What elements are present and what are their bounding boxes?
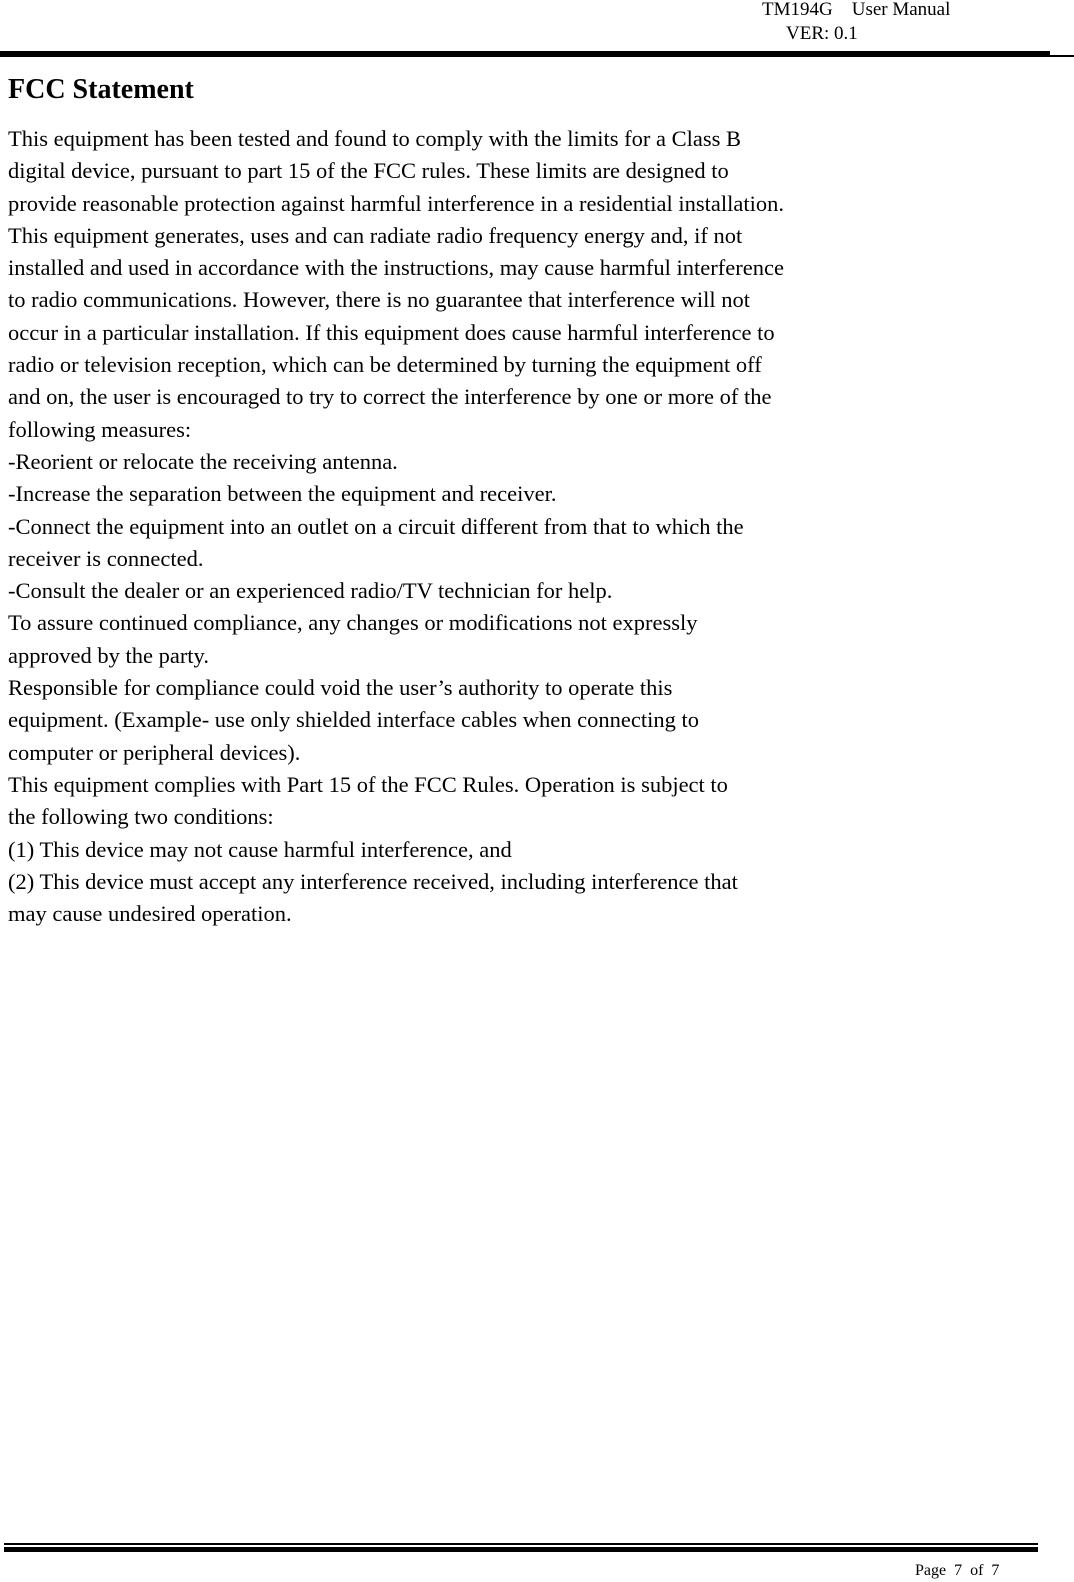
body-line: provide reasonable protection against harmful interference in a residential installation. [8,190,784,216]
body-line: approved by the party. [8,642,209,668]
body-line: This equipment complies with Part 15 of the FCC Rules. Operation is subject to [8,771,728,797]
footer-divider-thick [4,1547,1038,1552]
body-line: occur in a particular installation. If this equipment does cause harmful interference to [8,319,775,345]
body-line: This equipment has been tested and found to comply with the limits for a Class B [8,126,742,151]
body-line: computer or peripheral devices). [8,739,301,765]
list-item: -Reorient or relocate the receiving antenna. [8,448,398,474]
list-item: -Consult the dealer or an experienced radio/TV technician for help. [8,578,613,604]
body-line: digital device, pursuant to part 15 of the FCC rules. These limits are designed to [8,158,729,184]
body-line: installed and used in accordance with the instructions, may cause harmful interference [8,255,784,281]
body-line: To assure continued compliance, any changes or modifications not expressly [8,610,698,636]
body-line: to radio communications. However, there is no guarantee that interference will not [8,287,750,313]
condition-item: (1) This device may not cause harmful interference, and [8,836,512,862]
header-version: VER: 0.1 [786,23,858,44]
body-line: radio or television reception, which can be determined by turning the equipment off [8,352,762,378]
condition-item: (2) This device must accept any interference received, including interference that [8,868,738,894]
header-divider-tail [1050,55,1074,57]
page-title: FCC Statement [8,74,194,105]
footer-divider-thin [4,1543,1038,1545]
body-line: This equipment generates, uses and can radiate radio frequency energy and, if not [8,222,743,248]
body-line: equipment. (Example- use only shielded interface cables when connecting to [8,707,700,733]
list-item: receiver is connected. [8,545,204,571]
list-item: -Increase the separation between the equipment and receiver. [8,481,557,507]
page-number: Page 7 of 7 [915,1562,1000,1579]
header-divider [0,51,1050,57]
body-line: following measures: [8,416,192,442]
body-line: the following two conditions: [8,804,274,830]
fcc-statement-body [8,123,908,930]
list-item: -Connect the equipment into an outlet on a circuit different from that to which the [8,513,744,539]
body-line: and on, the user is encouraged to try to correct the interference by one or more of the [8,384,772,410]
condition-item: may cause undesired operation. [8,901,292,927]
header-title: TM194G User Manual [762,0,951,20]
body-line: Responsible for compliance could void the user’s authority to operate this [8,675,673,701]
